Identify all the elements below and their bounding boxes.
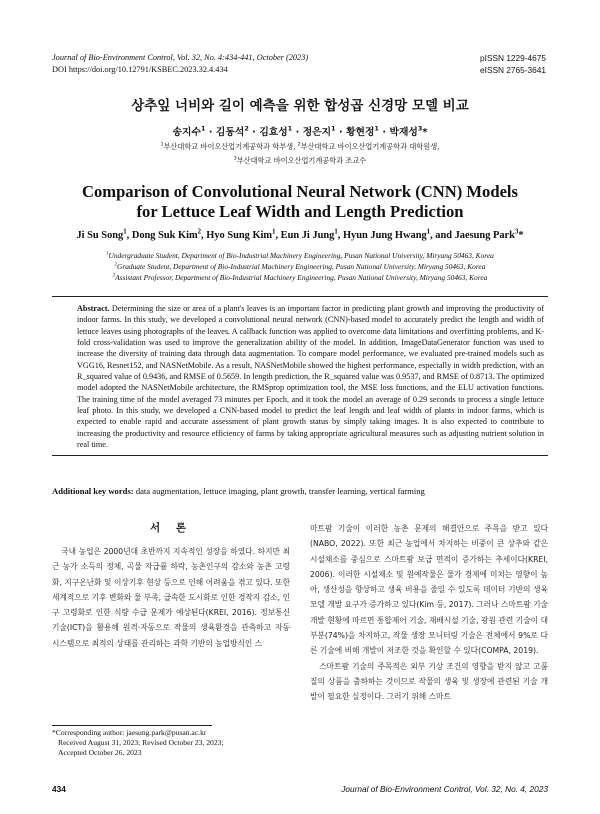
footer-journal: Journal of Bio-Environment Control, Vol. 32, No. 4, 2023	[341, 784, 548, 794]
english-affiliation-3: $^3$Assistant Professor, Department of Bio-Industrial Machinery Engineering, Pusan National University, Miryang 50463, Korea	[112, 273, 488, 282]
english-title: Comparison of Convolutional Neural Network (CNN) Models for Lettuce Leaf Width and Length Prediction	[81, 182, 519, 221]
english-affiliation-2: $^2$Graduate Student, Department of Bio-Industrial Machinery Engineering, Pusan National University, Miryang 50463, Korea	[114, 262, 486, 271]
keywords-text: data augmentation, lettuce imaging, plant growth, transfer learning, vertical farming	[135, 486, 425, 496]
intro-paragraph-2: 마트팜 기술이 이러한 농촌 문제의 해결안으로 주목을 받고 있다(NABO, 2022). 또한 최근 농업에서 차지하는 비중이 큰 상추와 같은 시설채소를 중심으로 스마트팜 보급 면적이 증가하는 추세이다(KREI, 2006). 이러한 시설채소 및 원예작물은 물가 경제에 미치는 영향이 높아, 생산성을 향상하고 생육 비용을 줄일 수 있도록 데이터 기반의 생육 모델 개발 요구가 증가하고 있다(Kim 등, 2017). 그러나 스마트팜 기술 개발 현황에 따르면 통합제어 기술, 재배시설 기술, 광원 관련 기술이 대부분(74%)을 차지하고, 작물 생장 모니터링 기술은 전체에서 9%로 다른 기술에 비해 개발이 저조한 것을 확인할 수 있다(COMPA, 2019).	[310, 524, 548, 656]
english-affiliation-1: $^1$Undergraduate Student, Department of Bio-Industrial Machinery Engineering, Pusan National University, Miryang 50463, Korea	[106, 251, 494, 260]
korean-affiliations-2: $^3$부산대학교 바이오산업기계공학과 조교수	[233, 156, 367, 165]
keywords-label: Additional key words:	[52, 486, 134, 496]
page-number: 434	[52, 784, 66, 794]
eissn: eISSN 2765-3641	[480, 65, 546, 75]
korean-title: 상추잎 너비와 길이 예측을 위한 합성곱 신경망 모델 비교	[131, 98, 469, 114]
keywords	[52, 486, 548, 496]
intro-paragraph-1: 국내 농업은 2000년대 초반까지 지속적인 성장을 하였다. 하지만 최근 농가 소득의 정체, 곡물 자급률 하락, 농촌인구의 감소와 농촌 고령화, 지구온난화 및 이상기후 현상 등으로 인해 어려움을 겪고 있다. 또한 세계적으로 기후 변화와 물 부족, 급속한 도시화로 인한 경작지 감소, 인구 고령화로 인한 식량 수급 문제가 예상된다(KREI, 2016). 정보통신기술(ICT)을 활용해 원격·자동으로 작물의 생육환경을 관측하고 자동 시스템으로 최적의 상태를 관리하는 과학 기반의 농업방식인 스	[52, 547, 290, 648]
left-column	[52, 544, 290, 651]
journal-citation: Journal of Bio-Environment Control, Vol. 32, No. 4:434-441, October (2023)	[52, 53, 309, 62]
korean-authors: 송지수$^1$ · 김동석$^2$ · 김효성$^1$ · 정은지$^1$ · 황현정$^1$ · 박재성$^3$*	[172, 124, 428, 138]
journal-header	[52, 52, 308, 76]
footnote	[52, 728, 292, 759]
abstract	[52, 297, 548, 455]
abstract-text: Determining the size or area of a plant's leaves is an important factor in predicting plant growth and improving the productivity of indoor farms. In this study, we developed a convolutional neural network (CNN)-based model to accurately predict the length and width of lettuce leaves using photographs of the leaves. A callback function was applied to overcome data limitations and overfitting problems, and K-fold cross-validation was used to improve the generalization ability of the model. In addition, ImageDataGenerator function was used to increase the diversity of training data through data augmentation. To compare model performance, we evaluated pre-trained models such as VGG16, Resnet152, and NASNetMobile. As a result, NASNetMobile showed the highest performance, especially in width prediction, with an R_squared value of 0.9436, and RMSE of 0.5659. In length prediction, the R_squared value was 0.9537, and RMSE of 0.8713. The optimized model adopted the NASNetMobile architecture, the RMSprop optimization tool, the MSE loss functions, and the ELU activation functions. The training time of the model averaged 73 minutes per Epoch, and it took the model an average of 0.29 seconds to process a single lettuce leaf photo. In this study, we developed a CNN-based model to predict the leaf length and leaf width of plants in indoor farms, which is expected to enable rapid and accurate assessment of plant growth status by simply taking images. It is also expected to contribute to increasing the productivity and resource efficiency of farms by taking appropriate agricultural measures such as adjusting nutrient solution in real time.	[77, 304, 545, 450]
footnote-divider	[52, 725, 212, 726]
corresponding-author: *Corresponding author: jaesung.park@pusan.ac.kr	[52, 728, 207, 737]
received-dates: Received August 31, 2023; Revised October 23, 2023;	[58, 738, 224, 748]
pissn: pISSN 1229-4675	[480, 53, 546, 63]
accepted-date: Accepted October 26, 2023	[58, 748, 142, 758]
section-heading-introduction: 서 론	[150, 522, 192, 534]
right-column	[310, 521, 548, 705]
intro-paragraph-3: 스마트팜 기술의 주목적은 외부 기상 조건의 영향을 받지 않고 고품질의 상품을 출하하는 것이므로 작물의 생육 및 생장에 관련된 기술 개발이 필요한 실정이다. 그러기 위해 스마트	[310, 661, 548, 702]
english-authors: Ji Su Song$^1$, Dong Suk Kim$^2$, Hyo Sung Kim$^1$, Eun Ji Jung$^1$, Hyun Jung Hwang$^1$, and Jaesung Park$^3$*	[76, 228, 524, 241]
abstract-box	[52, 296, 548, 456]
korean-affiliations-1: $^1$부산대학교 바이오산업기계공학과 학부생, $^2$부산대학교 바이오산업기계공학과 대학원생,	[160, 142, 440, 151]
issn-block	[480, 52, 546, 76]
doi-link[interactable]: DOI https://doi.org/10.12791/KSBEC.2023.32.4.434	[52, 65, 228, 74]
abstract-label: Abstract.	[77, 304, 110, 313]
